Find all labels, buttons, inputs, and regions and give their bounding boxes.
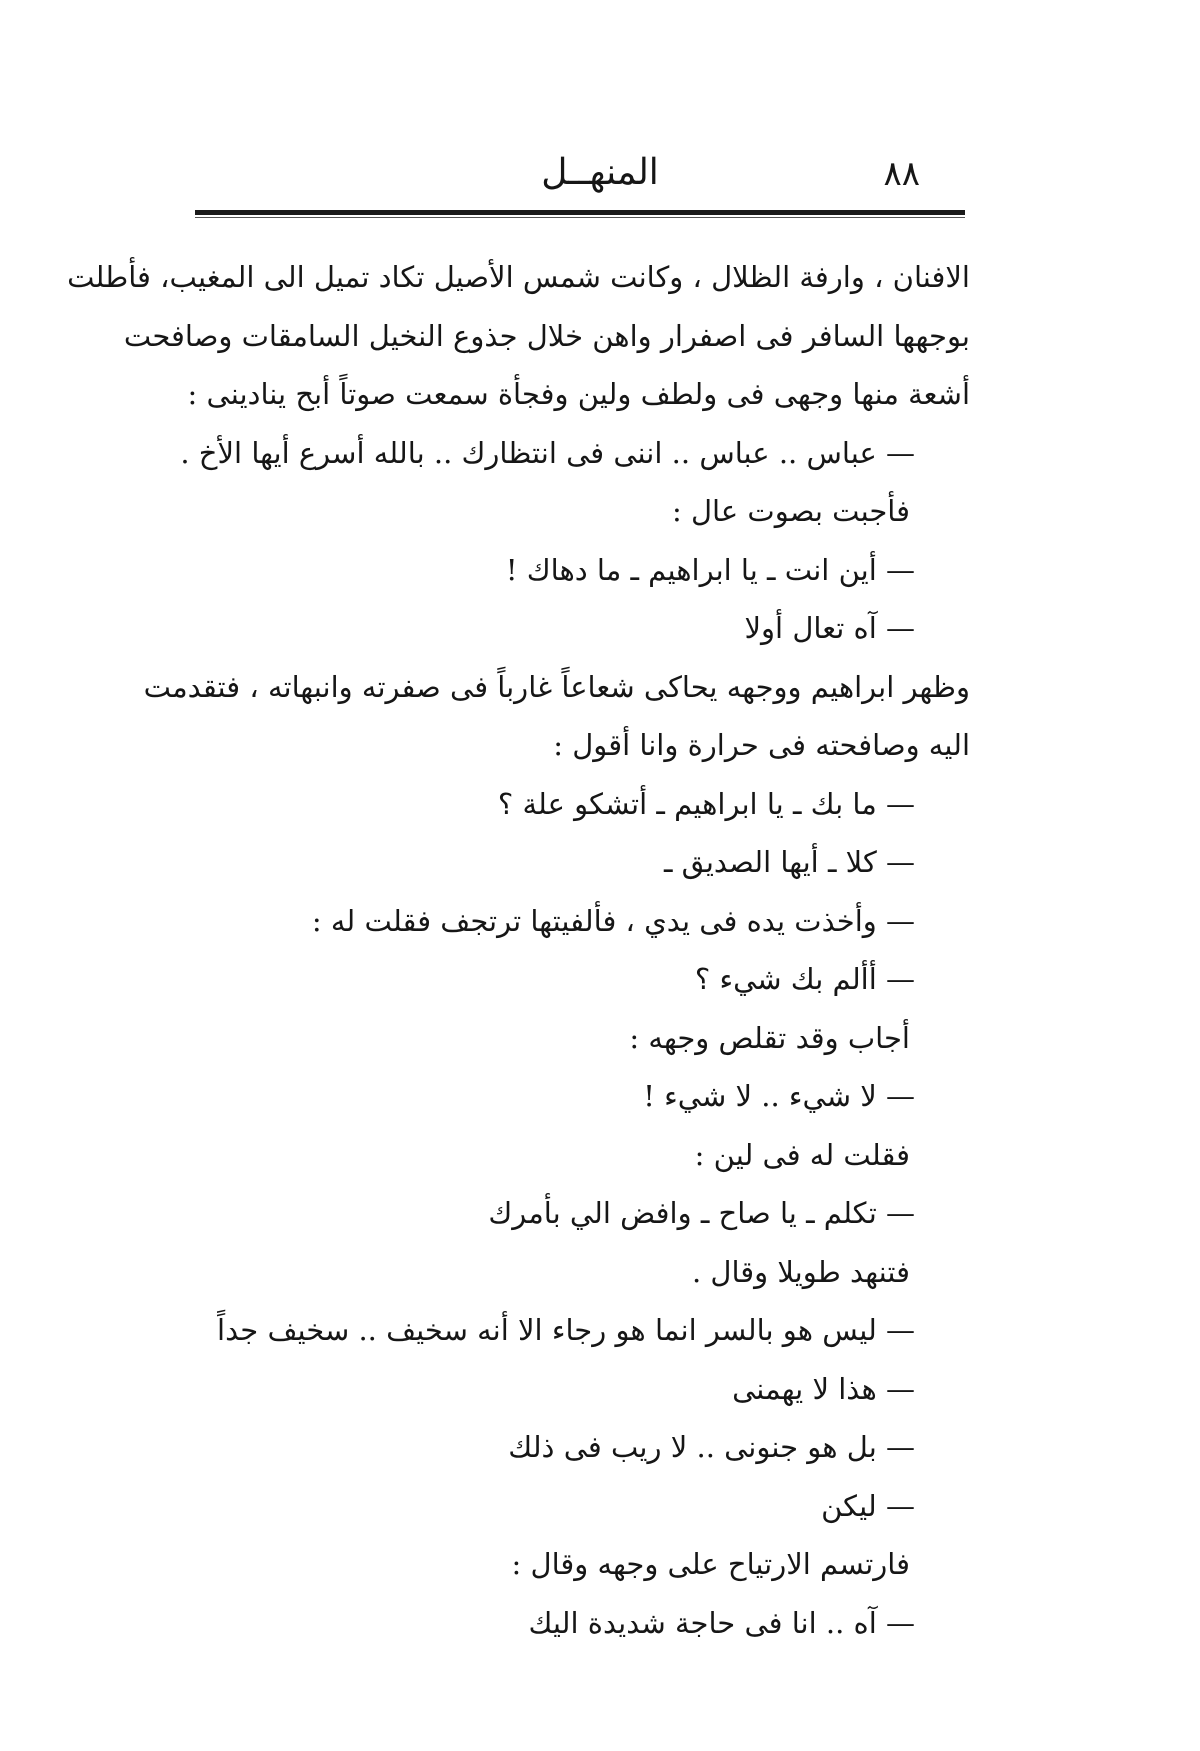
text-line: — بل هو جنونى .. لا ريب فى ذلك xyxy=(508,1430,915,1464)
body-text xyxy=(67,248,970,1652)
header-rule-thin xyxy=(195,217,965,218)
text-line: — آه .. انا فى حاجة شديدة اليك xyxy=(528,1605,915,1640)
page-header xyxy=(195,148,965,198)
text-line: — هذا لا يهمنى xyxy=(732,1371,915,1406)
text-line: — عباس .. عباس .. اننى فى انتظارك .. بالله أسرع أيها الأخ . xyxy=(180,435,915,470)
text-line: — لا شيء .. لا شيء ! xyxy=(643,1079,915,1113)
text-line: فارتسم الارتياح على وجهه وقال : xyxy=(511,1547,910,1581)
text-line: فقلت له فى لين : xyxy=(694,1137,910,1172)
text-line: فأجبت بصوت عال : xyxy=(672,494,910,528)
text-line: — كلا ـ أيها الصديق ـ xyxy=(663,845,915,879)
text-line: — ليس هو بالسر انما هو رجاء الا أنه سخيف .. سخيف جداً xyxy=(217,1313,915,1347)
text-line: — أين انت ـ يا ابراهيم ـ ما دهاك ! xyxy=(505,552,915,587)
text-line: اليه وصافحته فى حرارة وانا أقول : xyxy=(553,728,970,762)
text-line: فتنهد طويلا وقال . xyxy=(691,1254,910,1289)
text-line: — آه تعال أولا xyxy=(744,611,915,645)
text-line: الافنان ، وارفة الظلال ، وكانت شمس الأصيل تكاد تميل الى المغيب، فأطلت xyxy=(67,260,970,294)
text-line: — تكلم ـ يا صاح ـ وافض الي بأمرك xyxy=(488,1196,915,1230)
running-title: المنهــل xyxy=(541,152,659,193)
text-line: — أألم بك شيء ؟ xyxy=(694,962,915,996)
text-line: بوجهها السافر فى اصفرار واهن خلال جذوع النخيل السامقات وصافحت xyxy=(123,318,970,353)
page-number: ٨٨ xyxy=(883,154,920,194)
text-line: أجاب وقد تقلص وجهه : xyxy=(629,1020,910,1055)
text-line: — ليكن xyxy=(821,1488,915,1523)
text-line: — وأخذت يده فى يدي ، فألفيتها ترتجف فقلت له : xyxy=(311,903,915,938)
text-line: — ما بك ـ يا ابراهيم ـ أتشكو علة ؟ xyxy=(497,786,915,821)
text-line: وظهر ابراهيم ووجهه يحاكى شعاعاً غارباً فى صفرته وانبهاته ، فتقدمت xyxy=(143,669,970,704)
header-rule xyxy=(195,210,965,215)
text-line: أشعة منها وجهى فى ولطف ولين وفجأة سمعت صوتاً أبح ينادينى : xyxy=(187,377,970,411)
